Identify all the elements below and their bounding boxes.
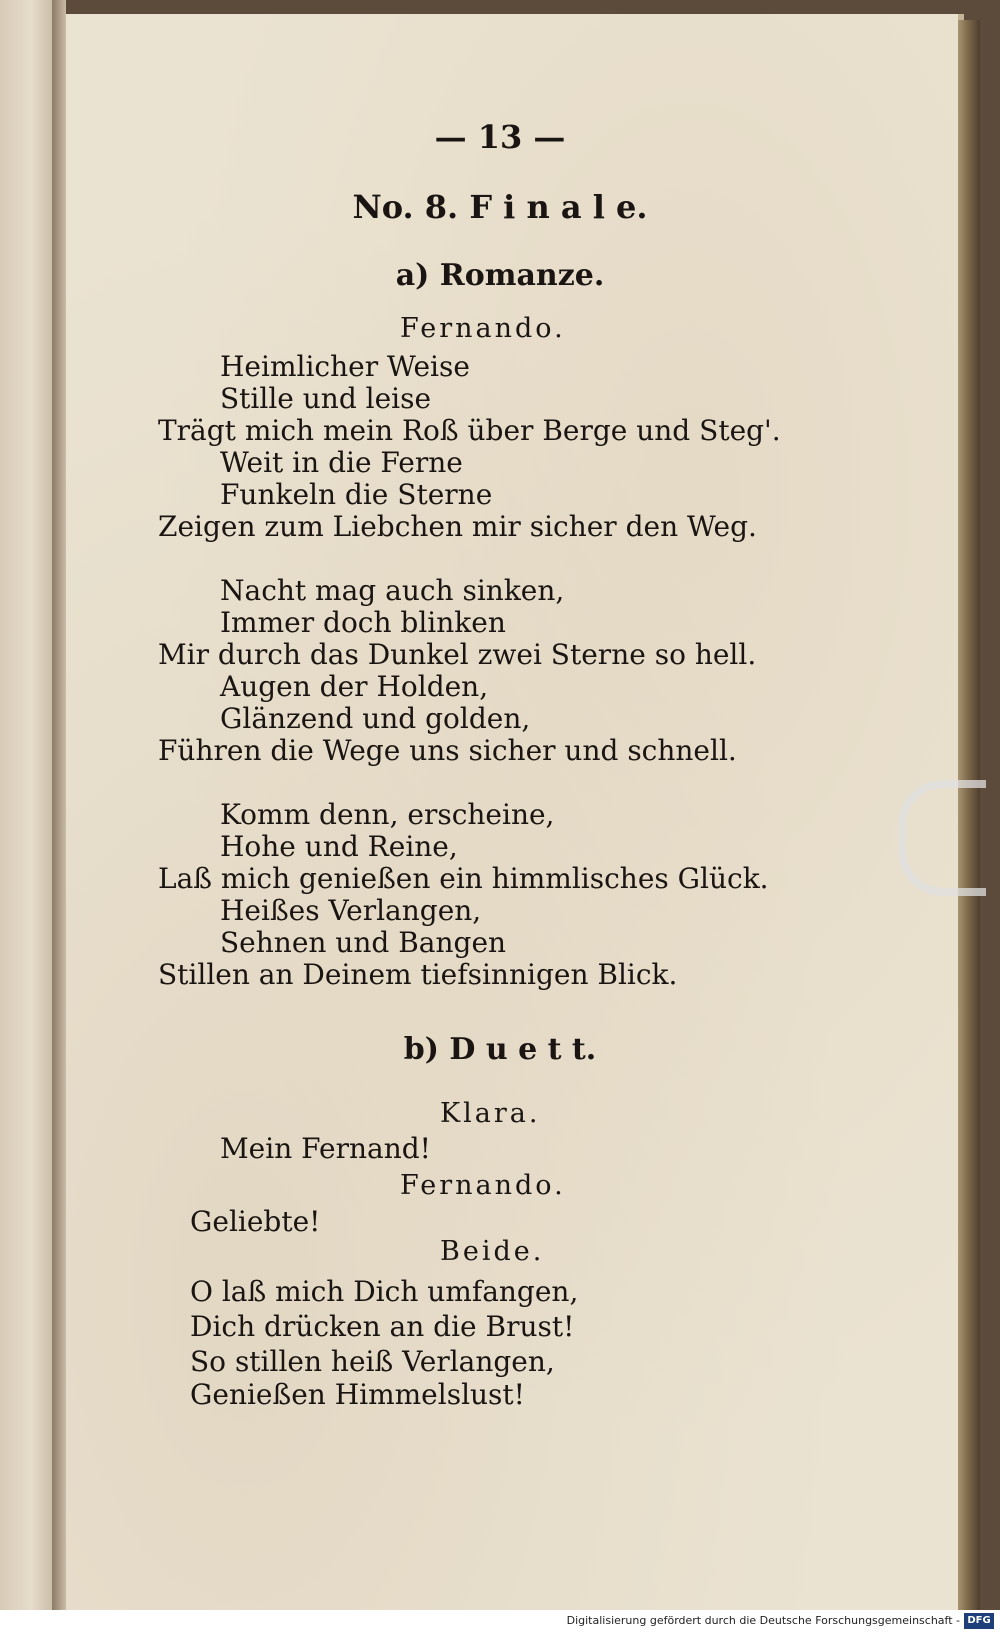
verse-line: O laß mich Dich umfangen, — [190, 1275, 579, 1308]
section-title: No. 8. F i n a l e. — [352, 188, 648, 226]
verse-line: Heißes Verlangen, — [220, 894, 482, 927]
verse-line: Nacht mag auch sinken, — [220, 574, 565, 607]
page-number: — 13 — — [434, 118, 566, 156]
verse-line: Laß mich genießen ein himmlisches Glück. — [158, 862, 769, 895]
verse-line: Mein Fernand! — [220, 1132, 431, 1165]
facing-page-edge — [0, 0, 52, 1610]
speaker-beide: Beide. — [440, 1236, 545, 1267]
verse-line: So stillen heiß Verlangen, — [190, 1345, 555, 1378]
verse-line: Dich drücken an die Brust! — [190, 1310, 575, 1343]
verse-line: Zeigen zum Liebchen mir sicher den Weg. — [158, 510, 757, 543]
verse-line: Funkeln die Sterne — [220, 478, 493, 511]
verse-line: Glänzend und golden, — [220, 702, 531, 735]
verse-line: Weit in die Ferne — [220, 446, 463, 479]
verse-line: Hohe und Reine, — [220, 830, 458, 863]
verse-line: Augen der Holden, — [220, 670, 489, 703]
verse-line: Führen die Wege uns sicher und schnell. — [158, 734, 737, 767]
verse-line: Genießen Himmelslust! — [190, 1378, 525, 1411]
verse-line: Trägt mich mein Roß über Berge und Steg'. — [158, 414, 781, 447]
footer-credit: Digitalisierung gefördert durch die Deutsche Forschungsgemeinschaft - — [566, 1614, 960, 1627]
verse-line: Heimlicher Weise — [220, 350, 470, 383]
verse-line: Komm denn, erscheine, — [220, 798, 555, 831]
speaker-fernando: Fernando. — [400, 313, 566, 344]
speaker-klara: Klara. — [440, 1098, 541, 1129]
dfg-logo: DFG — [964, 1613, 994, 1629]
part-a-title: a) Romanze. — [395, 258, 605, 293]
page-clip — [898, 780, 986, 896]
verse-line: Immer doch blinken — [220, 606, 506, 639]
verse-line: Stille und leise — [220, 382, 432, 415]
verse-line: Geliebte! — [190, 1205, 321, 1238]
speaker-fernando: Fernando. — [400, 1170, 566, 1201]
verse-line: Mir durch das Dunkel zwei Sterne so hell. — [158, 638, 757, 671]
verse-line: Sehnen und Bangen — [220, 926, 507, 959]
verse-line: Stillen an Deinem tiefsinnigen Blick. — [158, 958, 678, 991]
book-gutter — [52, 0, 66, 1610]
part-b-title: b) D u e t t. — [403, 1032, 597, 1067]
